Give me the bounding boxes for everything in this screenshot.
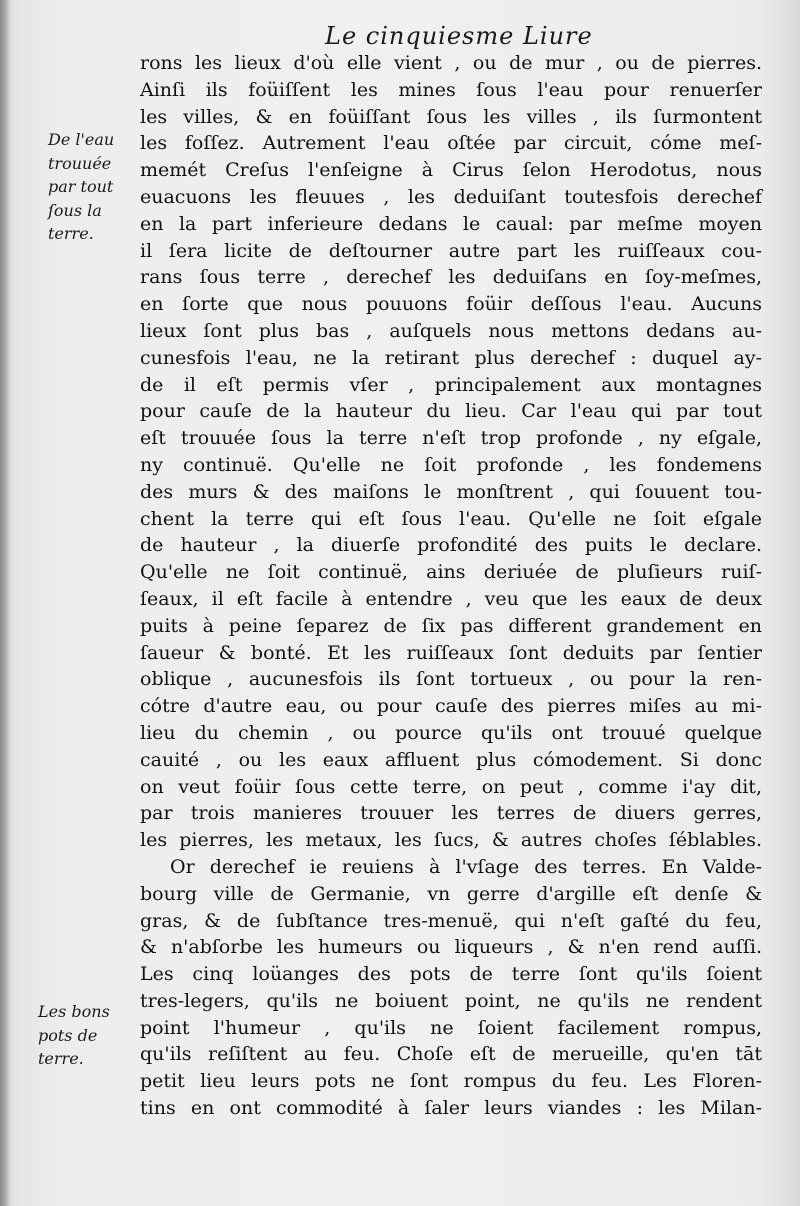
text-line: oblique , aucunesfois ils ſont tortueux , ou pour la ren- [140, 668, 762, 691]
text-line: lieux ſont plus bas , auſquels nous mettons dedans au- [140, 319, 762, 342]
text-line: rans ſous terre , derechef les deduiſans en ſoy-meſmes, [140, 266, 762, 289]
text-line: puits à peine ſeparez de ſix pas different grandement en [140, 614, 762, 637]
page-gutter-shadow [0, 0, 10, 1206]
text-line: Or derechef ie reuiens à l'vſage des terres. En Valde- [170, 855, 762, 878]
text-line: ny continuë. Qu'elle ne ſoit profonde , les fondemens [140, 453, 762, 476]
text-line: Qu'elle ne ſoit continuë, ains deriuée de pluſieurs ruiſ- [140, 561, 762, 584]
text-line: memét Creſus l'enſeigne à Cirus ſelon Herodotus, nous [140, 159, 762, 182]
text-line: en la part inferieure dedans le caual: par meſme moyen [140, 212, 762, 235]
text-line: lieu du chemin , ou pource qu'ils ont trouué quelque [140, 721, 762, 744]
text-line: chent la terre qui eſt ſous l'eau. Qu'elle ne ſoit eſgale [140, 507, 762, 530]
margin-note-pots [38, 1000, 126, 1071]
text-line: par trois manieres trouuer les terres de diuers gerres, [140, 802, 762, 825]
body-text [140, 50, 762, 1122]
text-line: il ſera licite de deſtourner autre part les ruiſſeaux cou- [140, 239, 762, 262]
text-line: ſeaux, il eſt facile à entendre , veu que les eaux de deux [140, 587, 762, 610]
text-line: Les cinq loüanges des pots de terre ſont qu'ils ſoient [140, 963, 762, 986]
text-line: cunesfois l'eau, ne la retirant plus derechef : duquel ay- [140, 346, 762, 369]
text-line: petit lieu leurs pots ne ſont rompus du feu. Les Floren- [140, 1070, 762, 1093]
margin-note-line: De l'eau [48, 130, 115, 149]
text-line: de il eſt permis vſer , principalement aux montagnes [140, 373, 762, 396]
margin-note-line: Les bons [38, 1002, 110, 1021]
margin-note-line: pots de [38, 1025, 98, 1045]
text-line: cótre d'autre eau, ou pour cauſe des pierres miſes au mi- [140, 695, 762, 718]
text-line: euacuons les fleuues , les deduiſant toutesfois derechef [140, 185, 762, 208]
text-line: les pierres, les metaux, les ſucs, & autres choſes ſéblables. [140, 829, 762, 852]
text-line: on veut foüir ſous cette terre, on peut , comme i'ay dit, [140, 775, 762, 798]
margin-note-line: par tout [48, 177, 114, 196]
text-line: eſt trouuée ſous la terre n'eſt trop profonde , ny eſgale, [140, 427, 762, 450]
margin-note-line: trouuée [48, 153, 112, 173]
margin-note-water [48, 128, 136, 246]
text-line: pour cauſe de la hauteur du lieu. Car l'eau qui par tout [140, 400, 762, 423]
text-line: & n'abſorbe les humeurs ou liqueurs , & n'en rend auſſi. [140, 936, 762, 959]
text-line: de hauteur , la diuerſe profondité des puits le declare. [140, 534, 762, 557]
text-line: les villes, & en foüiſſant ſous les villes , ils ſurmontent [140, 105, 762, 128]
text-line: en ſorte que nous pouuons foüir deſſous l'eau. Aucuns [140, 293, 762, 316]
margin-note-line: terre. [48, 224, 94, 243]
text-line: ſaueur & bonté. Et les ruiſſeaux ſont deduits par ſentier [140, 641, 762, 664]
text-line: tins en ont commodité à ſaler leurs viandes : les Milan- [140, 1097, 762, 1120]
text-line: les foſſez. Autrement l'eau oſtée par circuit, cóme meſ- [140, 132, 762, 155]
text-line: rons les lieux d'où elle vient , ou de mur , ou de pierres. [140, 52, 762, 74]
text-line: cauité , ou les eaux affluent plus cómodement. Si donc [140, 748, 762, 771]
text-line: point l'humeur , qu'ils ne ſoient facilement rompus, [140, 1016, 762, 1039]
text-line: bourg ville de Germanie, vn gerre d'argille eſt denſe & [140, 882, 762, 905]
text-line: Ainſi ils foüiſſent les mines ſous l'eau pour renuerſer [140, 78, 762, 101]
running-head: Le cinquiesme Liure [325, 22, 593, 50]
margin-note-line: terre. [38, 1049, 84, 1068]
text-line: gras, & de ſubſtance tres-menuë, qui n'eſt gaſté du feu, [140, 909, 762, 932]
text-line: des murs & des maiſons le monſtrent , qui ſouuent tou- [140, 480, 762, 503]
margin-note-line: ſous la [48, 200, 102, 220]
text-line: tres-legers, qu'ils ne boiuent point, ne qu'ils ne rendent [140, 989, 762, 1012]
text-line: qu'ils reſiſtent au feu. Choſe eſt de merueille, qu'en tāt [140, 1043, 762, 1066]
